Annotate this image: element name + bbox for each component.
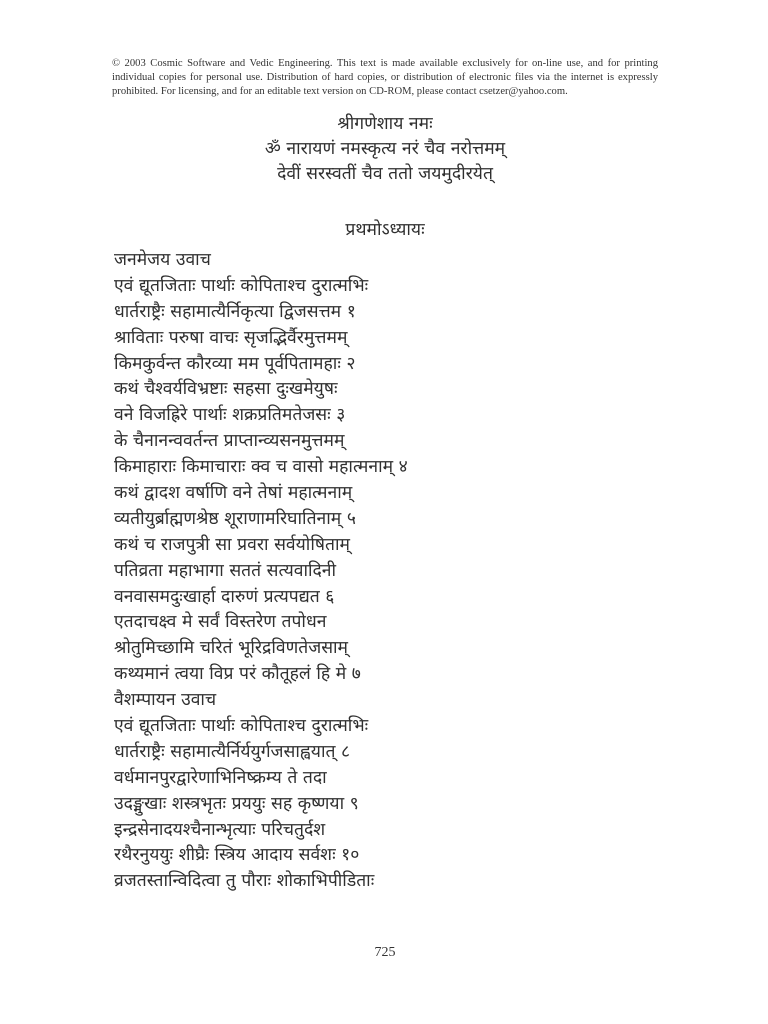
page-number: 725	[374, 945, 396, 960]
invocation-block	[112, 112, 658, 187]
verse-line: श्रोतुमिच्छामि चरितं भूरिद्रविणतेजसाम्	[114, 638, 349, 659]
verse-line: एतदाचक्ष्व मे सर्वं विस्तरेण तपोधन	[114, 612, 327, 633]
verse-line: धार्तराष्ट्रैः सहामात्यैर्निर्ययुर्गजसाह्वयात् ८	[114, 741, 351, 762]
verse-line: एवं द्यूतजिताः पार्थाः कोपिताश्च दुरात्मभिः	[114, 716, 369, 737]
invocation-line-1: श्रीगणेशाय नमः	[337, 114, 433, 134]
verse-line: कथं चैश्वर्यविभ्रष्टाः सहसा दुःखमेयुषः	[114, 379, 338, 400]
verse-line: वर्धमानपुरद्वारेणाभिनिष्क्रम्य ते तदा	[114, 767, 327, 788]
copyright-notice: © 2003 Cosmic Software and Vedic Engineering. This text is made available exclusively for on-line use, and for printing individual copies for personal use. Distribution of hard copies, or distribution of electronic files via the internet is expressly prohibited. For licensing, and for an editable text version on CD-ROM, please contact csetzer@yahoo.com.	[112, 58, 658, 97]
verse-list	[114, 248, 674, 895]
verse-line: रथैरनुययुः शीघ्रैः स्त्रिय आदाय सर्वशः १०	[114, 845, 360, 866]
verse-line: व्यतीयुर्ब्राह्मणश्रेष्ठ शूराणामरिघातिनाम् ५	[114, 508, 356, 529]
verse-line: के चैनानन्ववर्तन्त प्राप्तान्व्यसनमुत्तमम्	[114, 431, 345, 452]
chapter-title: प्रथमोऽध्यायः	[345, 220, 425, 240]
verse-line: कथं द्वादश वर्षाणि वने तेषां महात्मनाम्	[114, 483, 353, 504]
verse-line: एवं द्यूतजिताः पार्थाः कोपिताश्च दुरात्मभिः	[114, 275, 369, 296]
verse-line: किमाहाराः किमाचाराः क्व च वासो महात्मनाम् ४	[114, 457, 408, 478]
verse-line: व्रजतस्तान्विदित्वा तु पौराः शोकाभिपीडिताः	[114, 871, 375, 892]
verse-line: किमकुर्वन्त कौरव्या मम पूर्वपितामहाः २	[114, 353, 356, 374]
verse-line: धार्तराष्ट्रैः सहामात्यैर्निकृत्या द्विजसत्तम १	[114, 301, 356, 322]
verse-line: श्राविताः परुषा वाचः सृजद्भिर्वैरमुत्तमम्	[114, 327, 348, 348]
verse-line: वने विजह्रिरे पार्थाः शक्रप्रतिमतेजसः ३	[114, 405, 346, 426]
verse-line: वैशम्पायन उवाच	[114, 690, 217, 711]
verse-line: जनमेजय उवाच	[114, 250, 211, 270]
verse-line: कथ्यमानं त्वया विप्र परं कौतूहलं हि मे ७	[114, 664, 361, 685]
invocation-line-3: देवीं सरस्वतीं चैव ततो जयमुदीरयेत्	[277, 164, 493, 184]
verse-line: इन्द्रसेनादयश्चैनान्भृत्याः परिचतुर्दश	[114, 819, 326, 840]
verse-line: पतिव्रता महाभागा सततं सत्यवादिनी	[114, 560, 337, 581]
invocation-line-2: ॐ नारायणं नमस्कृत्य नरं चैव नरोत्तमम्	[264, 139, 506, 159]
verse-line: कथं च राजपुत्री सा प्रवरा सर्वयोषिताम्	[114, 534, 350, 555]
verse-line: वनवासमदुःखार्हा दारुणं प्रत्यपद्यत ६	[114, 586, 335, 607]
verse-line: उदङ्मुखाः शस्त्रभृतः प्रययुः सह कृष्णया ९	[114, 793, 359, 814]
